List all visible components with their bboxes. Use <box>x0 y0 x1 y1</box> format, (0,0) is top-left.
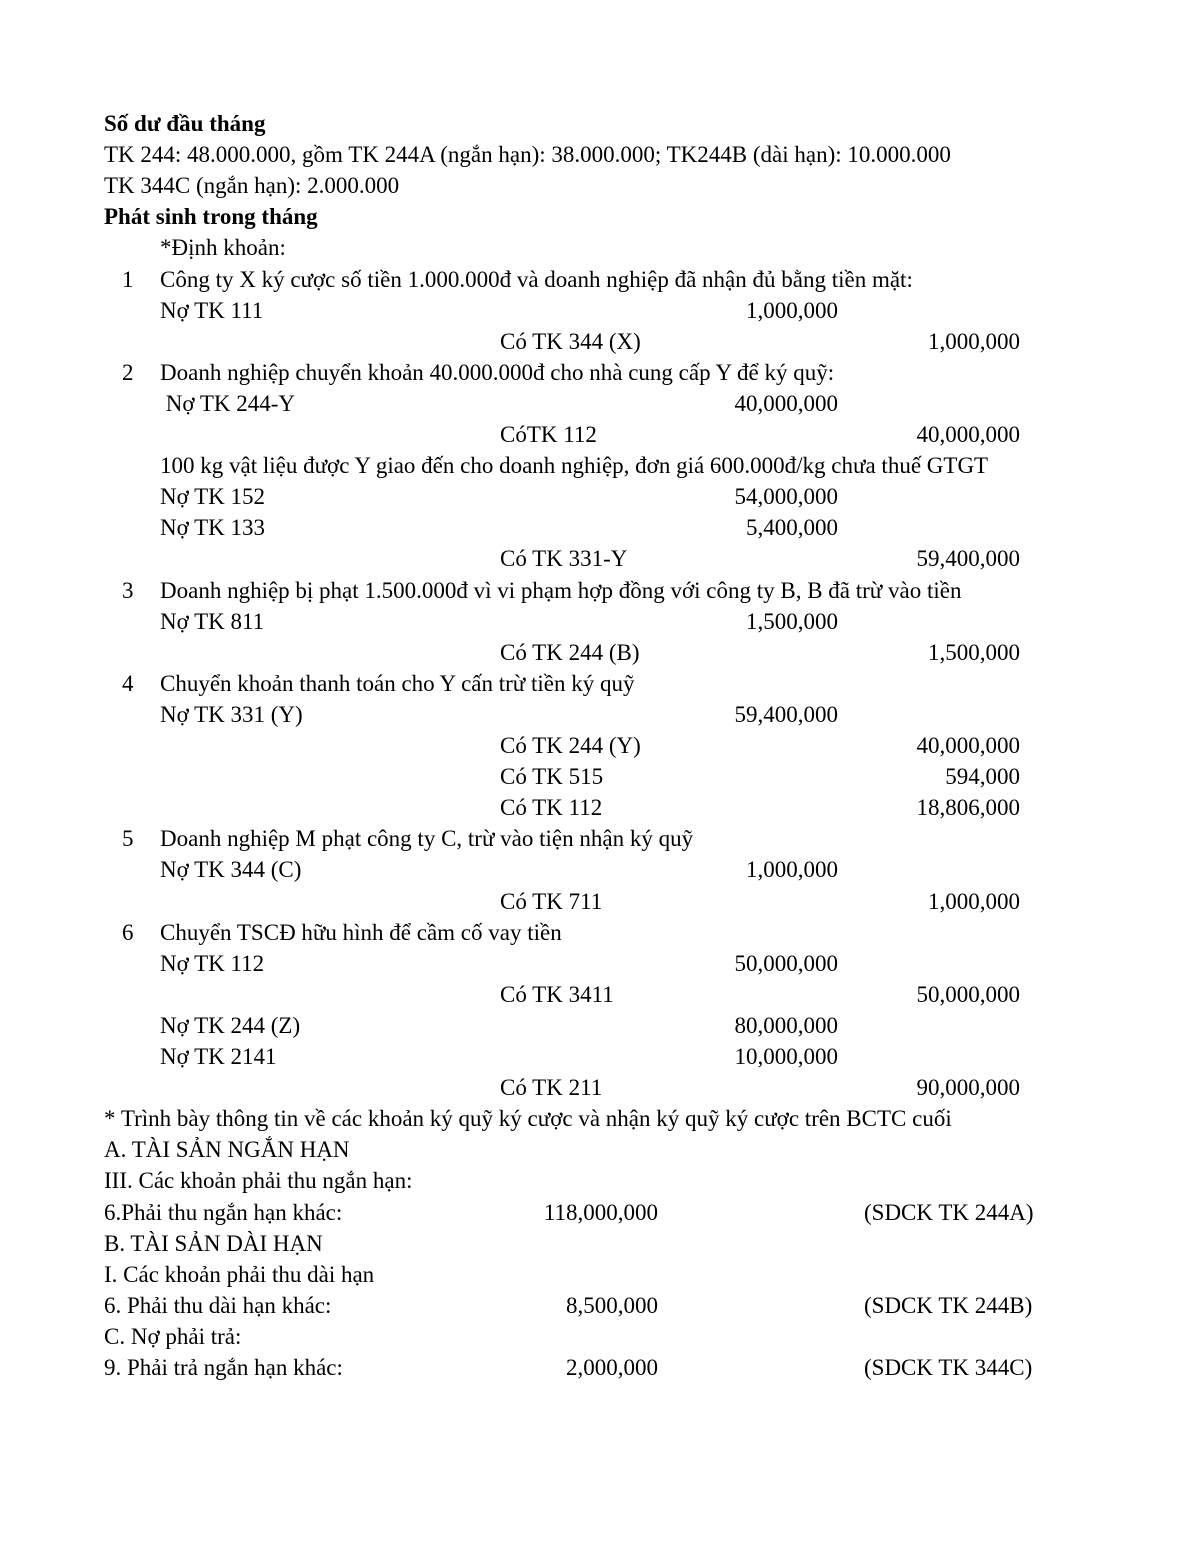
report-line: A. TÀI SẢN NGẮN HẠN <box>104 1137 350 1162</box>
credit-amount: 1,000,000 <box>928 889 1020 914</box>
transaction-description: Doanh nghiệp bị phạt 1.500.000đ vì vi phạm hợp đồng với công ty B, B đã trừ vào tiền <box>160 578 962 603</box>
debit-account: Nợ TK 133 <box>160 515 266 540</box>
debit-account: Nợ TK 2141 <box>160 1044 277 1069</box>
credit-account: Có TK 3411 <box>500 982 614 1007</box>
transaction-number: 1 <box>122 267 134 292</box>
entries-label: *Định khoản: <box>160 235 286 260</box>
credit-amount: 40,000,000 <box>916 733 1020 758</box>
transaction-description: Chuyển khoản thanh toán cho Y cấn trừ tiền ký quỹ <box>160 671 635 696</box>
credit-account: Có TK 112 <box>500 795 603 820</box>
debit-amount: 10,000,000 <box>734 1044 838 1069</box>
credit-amount: 40,000,000 <box>916 422 1020 447</box>
credit-amount: 59,400,000 <box>916 546 1020 571</box>
transaction-number: 2 <box>122 360 134 385</box>
debit-amount: 50,000,000 <box>734 951 838 976</box>
debit-account: Nợ TK 244 (Z) <box>160 1013 301 1038</box>
credit-amount: 1,000,000 <box>928 329 1020 354</box>
debit-account: Nợ TK 112 <box>160 951 265 976</box>
credit-account: Có TK 244 (B) <box>500 640 640 665</box>
debit-amount: 54,000,000 <box>734 484 838 509</box>
transaction-number: 5 <box>122 826 134 851</box>
presentation-note: * Trình bày thông tin về các khoản ký quỹ ký cược và nhận ký quỹ ký cược trên BCTC cuối <box>104 1106 952 1131</box>
debit-account: Nợ TK 811 <box>160 609 265 634</box>
report-item-amount: 118,000,000 <box>543 1200 658 1225</box>
report-item-note: (SDCK TK 244A) <box>864 1200 1034 1225</box>
opening-balance-line-1: TK 244: 48.000.000, gồm TK 244A (ngắn hạn): 38.000.000; TK244B (dài hạn): 10.000.000 <box>104 142 951 167</box>
transaction-description: 100 kg vật liệu được Y giao đến cho doanh nghiệp, đơn giá 600.000đ/kg chưa thuế GTGT <box>160 453 989 478</box>
transaction-number: 3 <box>122 578 134 603</box>
debit-account: Nợ TK 344 (C) <box>160 857 302 882</box>
report-item-label: 9. Phải trả ngắn hạn khác: <box>104 1355 343 1380</box>
credit-account: Có TK 711 <box>500 889 603 914</box>
accounting-entries-content <box>104 108 1034 1408</box>
transaction-number: 6 <box>122 920 134 945</box>
report-item-label: 6. Phải thu dài hạn khác: <box>104 1293 332 1318</box>
report-item-note: (SDCK TK 244B) <box>864 1293 1033 1318</box>
report-line: I. Các khoản phải thu dài hạn <box>104 1262 375 1287</box>
debit-amount: 80,000,000 <box>734 1013 838 1038</box>
report-line: B. TÀI SẢN DÀI HẠN <box>104 1231 323 1256</box>
credit-account: Có TK 344 (X) <box>500 329 641 354</box>
debit-amount: 1,000,000 <box>746 298 838 323</box>
debit-account: Nợ TK 331 (Y) <box>160 702 303 727</box>
report-item-amount: 8,500,000 <box>566 1293 658 1318</box>
report-line: III. Các khoản phải thu ngắn hạn: <box>104 1168 413 1193</box>
debit-amount: 1,500,000 <box>746 609 838 634</box>
credit-account: Có TK 244 (Y) <box>500 733 641 758</box>
debit-account: Nợ TK 152 <box>160 484 266 509</box>
credit-amount: 90,000,000 <box>916 1075 1020 1100</box>
debit-amount: 5,400,000 <box>746 515 838 540</box>
report-item-amount: 2,000,000 <box>566 1355 658 1380</box>
opening-balance-line-2: TK 344C (ngắn hạn): 2.000.000 <box>104 173 400 198</box>
credit-account: Có TK 211 <box>500 1075 603 1100</box>
debit-amount: 40,000,000 <box>734 391 838 416</box>
credit-account: Có TK 331-Y <box>500 546 628 571</box>
debit-account: Nợ TK 111 <box>160 298 264 323</box>
debit-amount: 59,400,000 <box>734 702 838 727</box>
report-item-note: (SDCK TK 344C) <box>864 1355 1033 1380</box>
credit-account: Có TK 515 <box>500 764 604 789</box>
credit-account: CóTK 112 <box>500 422 597 447</box>
transaction-number: 4 <box>122 671 134 696</box>
transaction-description: Doanh nghiệp chuyển khoản 40.000.000đ cho nhà cung cấp Y để ký quỹ: <box>160 360 835 385</box>
transaction-description: Chuyển TSCĐ hữu hình để cầm cố vay tiền <box>160 920 562 945</box>
report-line: C. Nợ phải trả: <box>104 1324 242 1349</box>
debit-amount: 1,000,000 <box>746 857 838 882</box>
transaction-description: Công ty X ký cược số tiền 1.000.000đ và doanh nghiệp đã nhận đủ bằng tiền mặt: <box>160 267 913 292</box>
debit-account: Nợ TK 244-Y <box>160 391 296 416</box>
period-transactions-heading: Phát sinh trong tháng <box>104 204 318 229</box>
opening-balance-heading: Số dư đầu tháng <box>104 111 266 136</box>
credit-amount: 594,000 <box>945 764 1020 789</box>
report-item-label: 6.Phải thu ngắn hạn khác: <box>104 1200 343 1225</box>
transaction-description: Doanh nghiệp M phạt công ty C, trừ vào tiện nhận ký quỹ <box>160 826 694 851</box>
credit-amount: 18,806,000 <box>916 795 1020 820</box>
credit-amount: 1,500,000 <box>928 640 1020 665</box>
credit-amount: 50,000,000 <box>916 982 1020 1007</box>
